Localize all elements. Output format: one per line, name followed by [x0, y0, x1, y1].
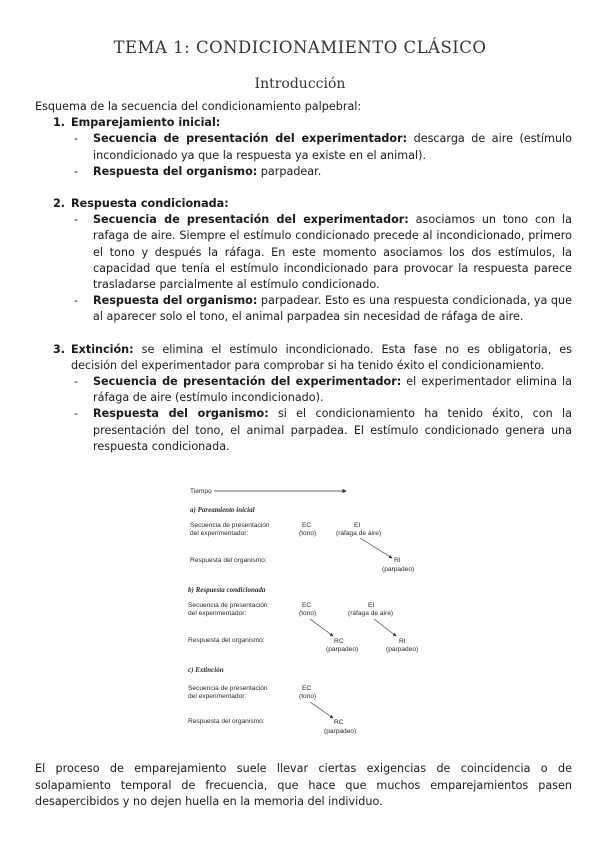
detail-label: Respuesta del organismo: — [93, 164, 258, 178]
seq-label: Secuencia de presentación — [188, 602, 268, 609]
detail-label: Respuesta del organismo: — [93, 407, 269, 421]
spacer — [35, 180, 572, 196]
page-title: TEMA 1: CONDICIONAMIENTO CLÁSICO — [113, 38, 487, 57]
phase-list — [35, 115, 572, 455]
rc-label: RC — [334, 638, 344, 645]
intro-paragraph: Esquema de la secuencia del condicionamiento palpebral: — [35, 100, 362, 113]
detail-item — [71, 374, 572, 406]
ri-label: RI — [399, 638, 406, 645]
spacer — [35, 326, 572, 342]
phase-details — [71, 374, 572, 455]
detail-item — [71, 164, 572, 180]
detail-text: el experimentador elimina la ráfaga de aire (estímulo incondicionado). — [93, 375, 572, 405]
detail-label: Secuencia de presentación del experimentador: — [93, 132, 408, 146]
cr-arrow — [310, 702, 333, 718]
rafaga-label: (ráfaga de aire) — [336, 530, 382, 537]
detail-item — [71, 293, 572, 325]
closing-paragraph: El proceso de emparejamiento suele llevar ciertas exigencias de coincidencia o de solapamiento temporal de frecuencia, que hace que muchos emparejamientos pasen desapercibidos y no dejen huella en la memoria del individuo. — [35, 762, 572, 808]
phase-item-2 — [35, 196, 572, 326]
dash-bullet: - — [74, 132, 79, 146]
phase-title: Extinción: — [71, 342, 134, 356]
phase-details — [71, 212, 572, 325]
dash-bullet: - — [74, 213, 79, 227]
ei-label: EI — [368, 602, 375, 609]
ei-label: EI — [354, 522, 361, 529]
response-arrow — [360, 538, 392, 558]
dash-bullet: - — [74, 294, 79, 308]
rc-label: RC — [334, 719, 344, 726]
diagram-svg — [178, 480, 448, 750]
panel-title: b) Respuesta condicionada — [188, 586, 266, 594]
detail-text: parpadear. Esto es una respuesta condicionada, ya que al aparecer solo el tono, el animal parpadea sin necesidad de ráfaga de aire. — [93, 294, 572, 324]
dash-bullet: - — [74, 375, 79, 389]
ec-label: EC — [302, 602, 312, 609]
seq-label: Secuencia de presentación — [190, 522, 270, 529]
time-label: Tiempo — [190, 488, 212, 495]
tono-label: (tono) — [299, 530, 317, 537]
parpadeo-label: (parpadeo) — [324, 728, 357, 735]
panel-title: a) Pareamiento inicial — [190, 506, 255, 514]
conditioning-diagram — [178, 480, 448, 750]
tono-label: (tono) — [299, 610, 317, 617]
dash-bullet: - — [74, 407, 79, 421]
ri-label: RI — [394, 557, 401, 564]
rafaga-label: (ráfaga de aire) — [348, 610, 394, 617]
document-body — [35, 99, 572, 455]
detail-label: Respuesta del organismo: — [93, 294, 258, 308]
phase-title: Emparejamiento inicial: — [71, 116, 221, 130]
parpadeo-label: (parpadeo) — [326, 646, 359, 653]
detail-item — [71, 212, 572, 293]
parpadeo-label: (parpadeo) — [382, 566, 415, 573]
tono-label: (tono) — [299, 693, 317, 700]
detail-text: si el condicionamiento ha tenido éxito, con la presentación del tono, el animal parpadea. El estímulo condicionado genera una respuesta condicionada. — [93, 407, 572, 453]
detail-label: Secuencia de presentación del experimentador: — [93, 375, 402, 389]
phase-item-3 — [35, 342, 572, 455]
detail-label: Secuencia de presentación del experimentador: — [93, 213, 409, 227]
phase-number: 2. — [53, 197, 66, 211]
phase-title-text: se elimina el estímulo incondicionado. Esta fase no es obligatoria, es decisión del experimentador para comprobar si ha tenido éxito el condicionamiento. — [71, 342, 572, 372]
seq-label: del experimentador: — [188, 693, 247, 700]
detail-text: asociamos un tono con la rafaga de aire. Siempre el estímulo condicionado precede al incondicionado, primero el tono y después la ráfaga. En este momento asociamos los dos estímulos, la capacidad que tenía el estímulo incondicionado para provocar la respuesta parece trasladarse parcialmente al estímulo condicionado. — [93, 213, 572, 292]
phase-title: Respuesta condicionada: — [71, 197, 229, 211]
panel-title: c) Extinción — [188, 666, 224, 674]
phase-number: 1. — [53, 116, 66, 130]
section-heading: Introducción — [254, 76, 346, 92]
cr-arrow — [310, 619, 333, 636]
ur-arrow — [374, 619, 396, 636]
detail-item — [71, 406, 572, 455]
detail-text: descarga de aire (estímulo incondicionado ya que la respuesta ya existe en el animal). — [93, 132, 572, 162]
resp-label: Respuesta del organismo: — [188, 637, 265, 644]
phase-details — [71, 131, 572, 180]
phase-number: 3. — [53, 342, 66, 356]
resp-label: Respuesta del organismo: — [188, 718, 265, 725]
phase-item-1 — [35, 115, 572, 180]
ec-label: EC — [302, 522, 312, 529]
seq-label: del experimentador: — [188, 610, 247, 617]
parpadeo-label: (parpadeo) — [386, 646, 419, 653]
detail-text: parpadear. — [257, 164, 322, 178]
ec-label: EC — [302, 685, 312, 692]
resp-label: Respuesta del organismo: — [190, 557, 267, 564]
seq-label: Secuencia de presentación — [188, 685, 268, 692]
dash-bullet: - — [74, 164, 79, 178]
seq-label: del experimentador: — [190, 530, 249, 537]
detail-item — [71, 131, 572, 163]
